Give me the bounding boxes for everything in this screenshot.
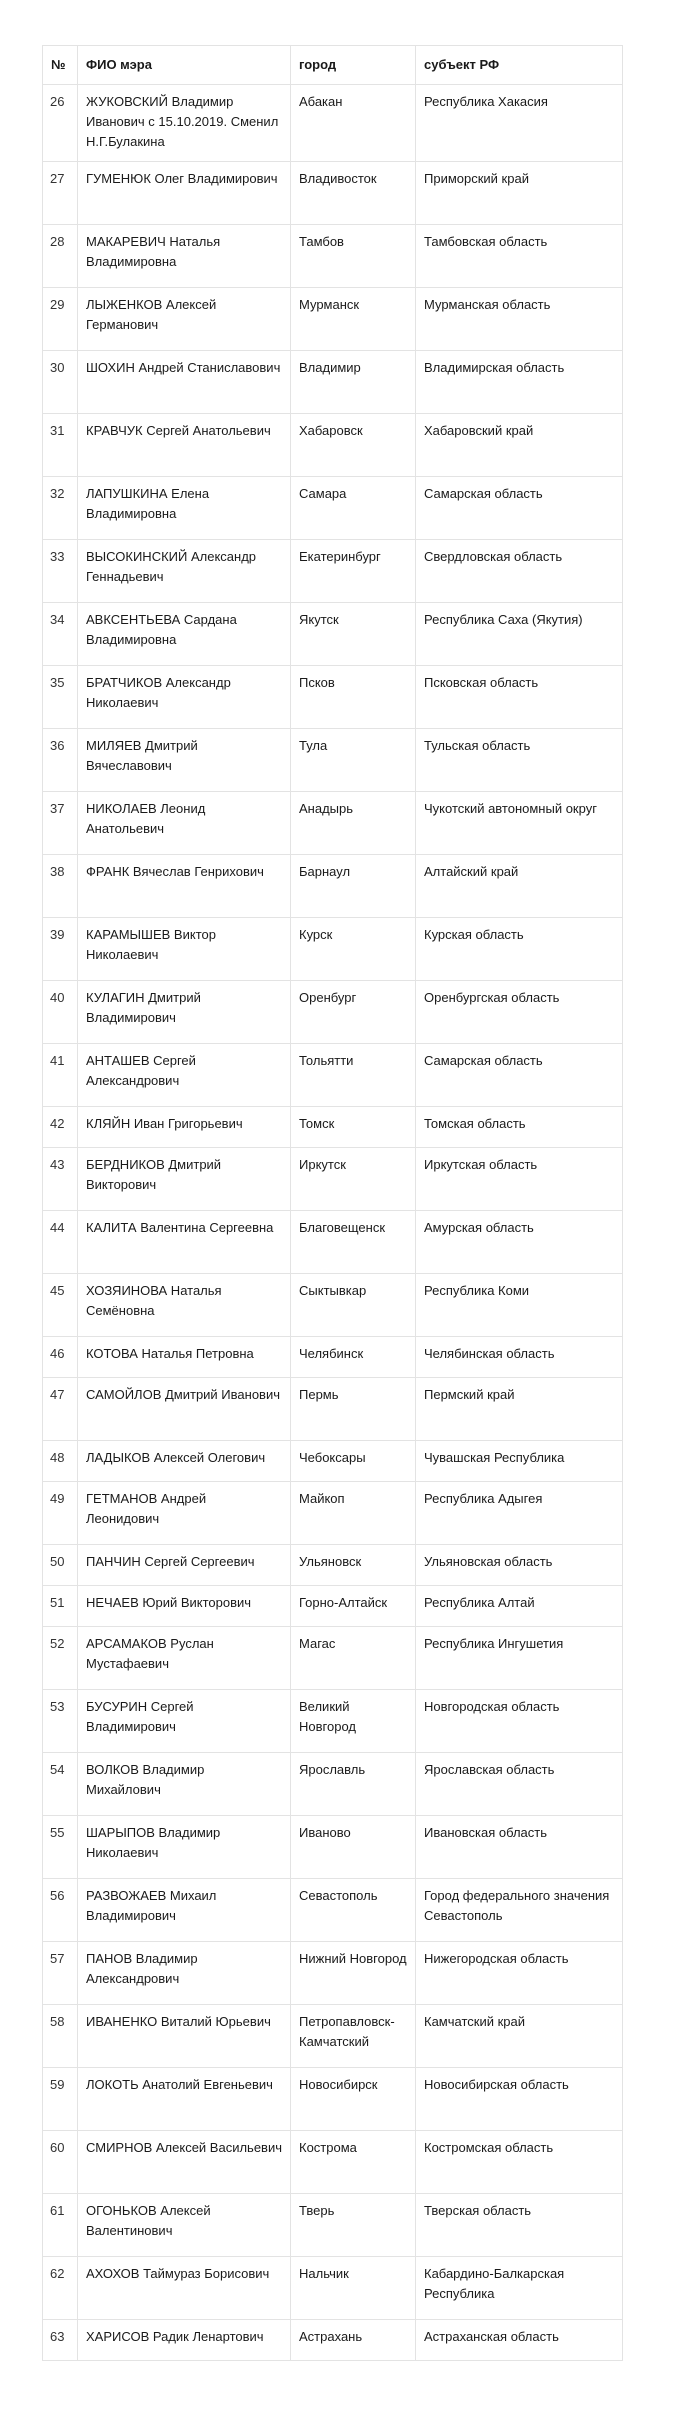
city-cell: Барнаул	[291, 855, 416, 918]
mayor-name-cell: САМОЙЛОВ Дмитрий Иванович	[78, 1378, 291, 1441]
region-cell: Оренбургская область	[416, 981, 623, 1044]
region-cell: Пермский край	[416, 1378, 623, 1441]
row-number: 48	[43, 1441, 78, 1482]
table-body	[43, 85, 623, 2361]
row-number: 42	[43, 1107, 78, 1148]
region-cell: Свердловская область	[416, 540, 623, 603]
table-row	[43, 1816, 623, 1879]
region-cell: Нижегородская область	[416, 1942, 623, 2005]
table-row	[43, 85, 623, 162]
city-cell: Ульяновск	[291, 1545, 416, 1586]
table-row	[43, 1942, 623, 2005]
row-number: 37	[43, 792, 78, 855]
header-mayor-name: ФИО мэра	[78, 46, 291, 85]
row-number: 51	[43, 1586, 78, 1627]
mayor-name-cell: АВКСЕНТЬЕВА Сардана Владимировна	[78, 603, 291, 666]
table-row	[43, 603, 623, 666]
mayor-name-cell: ХАРИСОВ Радик Ленартович	[78, 2320, 291, 2361]
mayor-name-cell: АНТАШЕВ Сергей Александрович	[78, 1044, 291, 1107]
region-cell: Владимирская область	[416, 351, 623, 414]
city-cell: Анадырь	[291, 792, 416, 855]
row-number: 30	[43, 351, 78, 414]
mayor-name-cell: ЖУКОВСКИЙ Владимир Иванович с 15.10.2019. Сменил Н.Г.Булакина	[78, 85, 291, 162]
mayor-name-cell: БУСУРИН Сергей Владимирович	[78, 1690, 291, 1753]
table-row	[43, 729, 623, 792]
row-number: 35	[43, 666, 78, 729]
city-cell: Севастополь	[291, 1879, 416, 1942]
header-region: субъект РФ	[416, 46, 623, 85]
row-number: 45	[43, 1274, 78, 1337]
city-cell: Кострома	[291, 2131, 416, 2194]
mayor-name-cell: ЛАДЫКОВ Алексей Олегович	[78, 1441, 291, 1482]
mayor-name-cell: ЛОКОТЬ Анатолий Евгеньевич	[78, 2068, 291, 2131]
header-row	[43, 46, 623, 85]
mayor-name-cell: РАЗВОЖАЕВ Михаил Владимирович	[78, 1879, 291, 1942]
row-number: 62	[43, 2257, 78, 2320]
table-row	[43, 1274, 623, 1337]
city-cell: Курск	[291, 918, 416, 981]
city-cell: Петропавловск-Камчатский	[291, 2005, 416, 2068]
region-cell: Псковская область	[416, 666, 623, 729]
city-cell: Чебоксары	[291, 1441, 416, 1482]
region-cell: Тамбовская область	[416, 225, 623, 288]
mayors-table	[42, 45, 623, 2361]
mayor-name-cell: КРАВЧУК Сергей Анатольевич	[78, 414, 291, 477]
mayor-name-cell: АХОХОВ Таймураз Борисович	[78, 2257, 291, 2320]
mayor-name-cell: МАКАРЕВИЧ Наталья Владимировна	[78, 225, 291, 288]
mayor-name-cell: ЛЫЖЕНКОВ Алексей Германович	[78, 288, 291, 351]
mayor-name-cell: ШОХИН Андрей Станиславович	[78, 351, 291, 414]
region-cell: Город федерального значения Севастополь	[416, 1879, 623, 1942]
mayor-name-cell: ШАРЫПОВ Владимир Николаевич	[78, 1816, 291, 1879]
mayor-name-cell: ИВАНЕНКО Виталий Юрьевич	[78, 2005, 291, 2068]
city-cell: Тамбов	[291, 225, 416, 288]
city-cell: Томск	[291, 1107, 416, 1148]
region-cell: Республика Адыгея	[416, 1482, 623, 1545]
city-cell: Ярославль	[291, 1753, 416, 1816]
region-cell: Чувашская Республика	[416, 1441, 623, 1482]
table-row	[43, 666, 623, 729]
city-cell: Великий Новгород	[291, 1690, 416, 1753]
mayor-name-cell: КОТОВА Наталья Петровна	[78, 1337, 291, 1378]
row-number: 44	[43, 1211, 78, 1274]
mayor-name-cell: ХОЗЯИНОВА Наталья Семёновна	[78, 1274, 291, 1337]
mayor-name-cell: ФРАНК Вячеслав Генрихович	[78, 855, 291, 918]
row-number: 52	[43, 1627, 78, 1690]
row-number: 56	[43, 1879, 78, 1942]
mayor-name-cell: ВОЛКОВ Владимир Михайлович	[78, 1753, 291, 1816]
row-number: 57	[43, 1942, 78, 2005]
region-cell: Самарская область	[416, 477, 623, 540]
table-row	[43, 1044, 623, 1107]
region-cell: Самарская область	[416, 1044, 623, 1107]
region-cell: Курская область	[416, 918, 623, 981]
row-number: 41	[43, 1044, 78, 1107]
table-row	[43, 1378, 623, 1441]
mayor-name-cell: ЛАПУШКИНА Елена Владимировна	[78, 477, 291, 540]
table-row	[43, 2257, 623, 2320]
region-cell: Республика Ингушетия	[416, 1627, 623, 1690]
table-row	[43, 1627, 623, 1690]
region-cell: Астраханская область	[416, 2320, 623, 2361]
region-cell: Костромская область	[416, 2131, 623, 2194]
city-cell: Челябинск	[291, 1337, 416, 1378]
table-row	[43, 2068, 623, 2131]
city-cell: Сыктывкар	[291, 1274, 416, 1337]
city-cell: Тольятти	[291, 1044, 416, 1107]
table-row	[43, 2320, 623, 2361]
row-number: 63	[43, 2320, 78, 2361]
city-cell: Самара	[291, 477, 416, 540]
city-cell: Иркутск	[291, 1148, 416, 1211]
row-number: 38	[43, 855, 78, 918]
city-cell: Астрахань	[291, 2320, 416, 2361]
table-row	[43, 855, 623, 918]
region-cell: Чукотский автономный округ	[416, 792, 623, 855]
row-number: 32	[43, 477, 78, 540]
region-cell: Республика Хакасия	[416, 85, 623, 162]
row-number: 26	[43, 85, 78, 162]
header-number: №	[43, 46, 78, 85]
city-cell: Мурманск	[291, 288, 416, 351]
table-row	[43, 2194, 623, 2257]
city-cell: Абакан	[291, 85, 416, 162]
city-cell: Владимир	[291, 351, 416, 414]
city-cell: Нижний Новгород	[291, 1942, 416, 2005]
mayor-name-cell: ГУМЕНЮК Олег Владимирович	[78, 162, 291, 225]
mayor-name-cell: ПАНОВ Владимир Александрович	[78, 1942, 291, 2005]
table-row	[43, 918, 623, 981]
table-row	[43, 1441, 623, 1482]
row-number: 49	[43, 1482, 78, 1545]
mayor-name-cell: КАЛИТА Валентина Сергеевна	[78, 1211, 291, 1274]
row-number: 36	[43, 729, 78, 792]
table-row	[43, 1690, 623, 1753]
region-cell: Республика Алтай	[416, 1586, 623, 1627]
row-number: 34	[43, 603, 78, 666]
region-cell: Челябинская область	[416, 1337, 623, 1378]
row-number: 47	[43, 1378, 78, 1441]
region-cell: Республика Коми	[416, 1274, 623, 1337]
table-row	[43, 1148, 623, 1211]
row-number: 39	[43, 918, 78, 981]
table-row	[43, 1753, 623, 1816]
table-row	[43, 162, 623, 225]
table-row	[43, 981, 623, 1044]
table-row	[43, 1337, 623, 1378]
mayor-name-cell: КАРАМЫШЕВ Виктор Николаевич	[78, 918, 291, 981]
region-cell: Иркутская область	[416, 1148, 623, 1211]
mayor-name-cell: КЛЯЙН Иван Григорьевич	[78, 1107, 291, 1148]
table-row	[43, 2005, 623, 2068]
region-cell: Тульская область	[416, 729, 623, 792]
row-number: 33	[43, 540, 78, 603]
city-cell: Тверь	[291, 2194, 416, 2257]
region-cell: Ивановская область	[416, 1816, 623, 1879]
city-cell: Тула	[291, 729, 416, 792]
table-row	[43, 1211, 623, 1274]
mayor-name-cell: НЕЧАЕВ Юрий Викторович	[78, 1586, 291, 1627]
table-header	[43, 46, 623, 85]
city-cell: Хабаровск	[291, 414, 416, 477]
city-cell: Благовещенск	[291, 1211, 416, 1274]
row-number: 50	[43, 1545, 78, 1586]
city-cell: Екатеринбург	[291, 540, 416, 603]
table-row	[43, 2131, 623, 2194]
table-row	[43, 1107, 623, 1148]
city-cell: Новосибирск	[291, 2068, 416, 2131]
table-row	[43, 414, 623, 477]
region-cell: Новосибирская область	[416, 2068, 623, 2131]
region-cell: Тверская область	[416, 2194, 623, 2257]
region-cell: Кабардино-Балкарская Республика	[416, 2257, 623, 2320]
row-number: 61	[43, 2194, 78, 2257]
city-cell: Оренбург	[291, 981, 416, 1044]
table-row	[43, 1879, 623, 1942]
mayor-name-cell: СМИРНОВ Алексей Васильевич	[78, 2131, 291, 2194]
mayor-name-cell: КУЛАГИН Дмитрий Владимирович	[78, 981, 291, 1044]
header-city: город	[291, 46, 416, 85]
region-cell: Новгородская область	[416, 1690, 623, 1753]
row-number: 59	[43, 2068, 78, 2131]
row-number: 53	[43, 1690, 78, 1753]
row-number: 54	[43, 1753, 78, 1816]
row-number: 29	[43, 288, 78, 351]
region-cell: Амурская область	[416, 1211, 623, 1274]
table-row	[43, 540, 623, 603]
city-cell: Магас	[291, 1627, 416, 1690]
region-cell: Томская область	[416, 1107, 623, 1148]
row-number: 28	[43, 225, 78, 288]
region-cell: Камчатский край	[416, 2005, 623, 2068]
mayor-name-cell: ОГОНЬКОВ Алексей Валентинович	[78, 2194, 291, 2257]
row-number: 60	[43, 2131, 78, 2194]
region-cell: Мурманская область	[416, 288, 623, 351]
region-cell: Приморский край	[416, 162, 623, 225]
table-row	[43, 1545, 623, 1586]
table-row	[43, 288, 623, 351]
city-cell: Иваново	[291, 1816, 416, 1879]
mayor-name-cell: НИКОЛАЕВ Леонид Анатольевич	[78, 792, 291, 855]
city-cell: Майкоп	[291, 1482, 416, 1545]
table-row	[43, 1482, 623, 1545]
region-cell: Ярославская область	[416, 1753, 623, 1816]
region-cell: Алтайский край	[416, 855, 623, 918]
mayor-name-cell: АРСАМАКОВ Руслан Мустафаевич	[78, 1627, 291, 1690]
mayor-name-cell: БРАТЧИКОВ Александр Николаевич	[78, 666, 291, 729]
row-number: 31	[43, 414, 78, 477]
table-row	[43, 1586, 623, 1627]
mayor-name-cell: ГЕТМАНОВ Андрей Леонидович	[78, 1482, 291, 1545]
city-cell: Горно-Алтайск	[291, 1586, 416, 1627]
table-row	[43, 792, 623, 855]
row-number: 55	[43, 1816, 78, 1879]
table-row	[43, 477, 623, 540]
row-number: 40	[43, 981, 78, 1044]
table-row	[43, 225, 623, 288]
city-cell: Пермь	[291, 1378, 416, 1441]
row-number: 43	[43, 1148, 78, 1211]
mayor-name-cell: МИЛЯЕВ Дмитрий Вячеславович	[78, 729, 291, 792]
region-cell: Ульяновская область	[416, 1545, 623, 1586]
row-number: 58	[43, 2005, 78, 2068]
region-cell: Республика Саха (Якутия)	[416, 603, 623, 666]
city-cell: Нальчик	[291, 2257, 416, 2320]
city-cell: Псков	[291, 666, 416, 729]
row-number: 46	[43, 1337, 78, 1378]
region-cell: Хабаровский край	[416, 414, 623, 477]
mayor-name-cell: ВЫСОКИНСКИЙ Александр Геннадьевич	[78, 540, 291, 603]
mayor-name-cell: ПАНЧИН Сергей Сергеевич	[78, 1545, 291, 1586]
row-number: 27	[43, 162, 78, 225]
mayor-name-cell: БЕРДНИКОВ Дмитрий Викторович	[78, 1148, 291, 1211]
table-row	[43, 351, 623, 414]
city-cell: Владивосток	[291, 162, 416, 225]
city-cell: Якутск	[291, 603, 416, 666]
